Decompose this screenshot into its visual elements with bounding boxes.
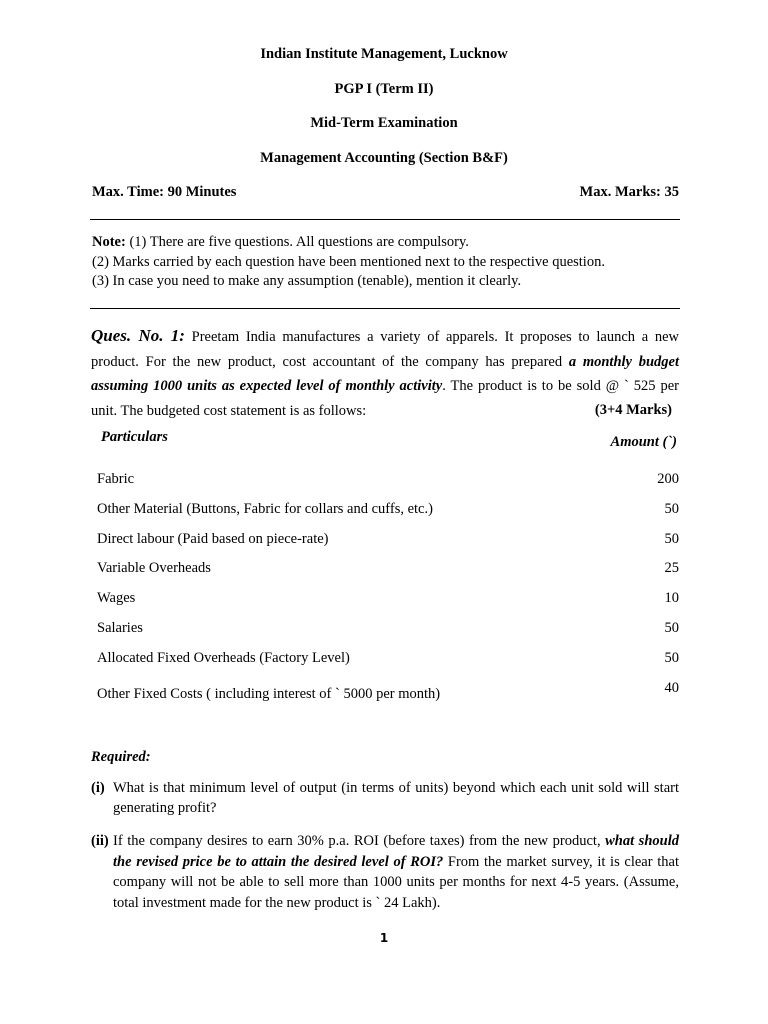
- required-item-2-text-c: From the market survey, it is clear that company will not be able to sell more than 1000 units per months for next 4-5 years. (Assume, total investment made for the new product is ` 24 Lakh).: [113, 853, 679, 911]
- row-amount: 40: [664, 680, 679, 696]
- row-particular: Direct labour (Paid based on piece-rate): [97, 531, 329, 547]
- row-amount: 50: [664, 531, 679, 547]
- max-marks: Max. Marks: 35: [579, 184, 679, 200]
- table-row: [97, 471, 679, 488]
- table-row: [97, 560, 679, 577]
- note-line-2: (2) Marks carried by each question have been mentioned next to the respective question.: [92, 253, 605, 270]
- row-particular: Allocated Fixed Overheads (Factory Level): [97, 650, 350, 666]
- row-amount: 25: [664, 560, 679, 576]
- row-particular: Salaries: [97, 620, 143, 636]
- table-row: [97, 620, 679, 637]
- question-1-label: Ques. No. 1:: [91, 326, 185, 345]
- table-row: [97, 531, 679, 548]
- program-title: PGP I (Term II): [334, 81, 434, 97]
- table-row: [97, 650, 679, 667]
- note-line-1: (1) There are five questions. All questions are compulsory.: [125, 234, 469, 250]
- divider-bottom: [90, 308, 680, 309]
- table-header-particulars: Particulars: [101, 429, 168, 445]
- max-time: Max. Time: 90 Minutes: [92, 184, 237, 200]
- note-line-3: (3) In case you need to make any assumption (tenable), mention it clearly.: [92, 273, 522, 289]
- required-item-1: [91, 779, 679, 818]
- question-1-text-a: Preetam India manufactures a variety of apparels. It proposes to launch a new product. For the new product, cost accountant of the company has prepared: [91, 329, 679, 370]
- row-particular: Other Fixed Costs ( including interest of ` 5000 per month): [97, 686, 441, 702]
- exam-meta-row: [92, 184, 679, 201]
- course-title: Management Accounting (Section B&F): [260, 150, 508, 166]
- row-particular: Wages: [97, 590, 136, 606]
- row-amount: 10: [664, 590, 679, 606]
- institute-title: Indian Institute Management, Lucknow: [260, 46, 508, 62]
- required-item-2: [91, 831, 679, 913]
- note-block: [92, 233, 682, 292]
- table-header-amount: Amount (`): [610, 434, 677, 450]
- exam-title: Mid-Term Examination: [310, 115, 458, 131]
- note-label: Note:: [92, 234, 126, 250]
- required-item-2-num: (ii): [91, 833, 109, 849]
- divider-top: [90, 219, 680, 220]
- row-amount: 200: [657, 471, 679, 487]
- required-item-2-text-b: what should the revised price be to attain the desired level of ROI?: [113, 833, 679, 870]
- row-particular: Fabric: [97, 471, 135, 487]
- table-row: [97, 501, 679, 518]
- question-1: [91, 324, 679, 423]
- required-heading: Required:: [91, 749, 151, 765]
- required-item-1-num: (i): [91, 780, 105, 796]
- page-number: 1: [379, 931, 389, 945]
- question-1-marks: (3+4 Marks): [594, 402, 672, 418]
- required-item-1-text: What is that minimum level of output (in terms of units) beyond which each unit sold will start generating profit?: [113, 780, 679, 816]
- table-row: [97, 680, 679, 703]
- question-1-text-c: . The product is to be sold @ ` 525 per unit. The budgeted cost statement is as follows:: [91, 378, 679, 419]
- row-amount: 50: [664, 620, 679, 636]
- row-amount: 50: [664, 650, 679, 666]
- required-item-2-text-a: If the company desires to earn 30% p.a. ROI (before taxes) from the new product,: [113, 833, 606, 849]
- question-1-text-b: a monthly budget assuming 1000 units as expected level of monthly activity: [91, 353, 679, 395]
- table-row: [97, 590, 679, 607]
- row-particular: Other Material (Buttons, Fabric for collars and cuffs, etc.): [97, 501, 433, 517]
- row-particular: Variable Overheads: [97, 560, 211, 576]
- row-amount: 50: [664, 501, 679, 517]
